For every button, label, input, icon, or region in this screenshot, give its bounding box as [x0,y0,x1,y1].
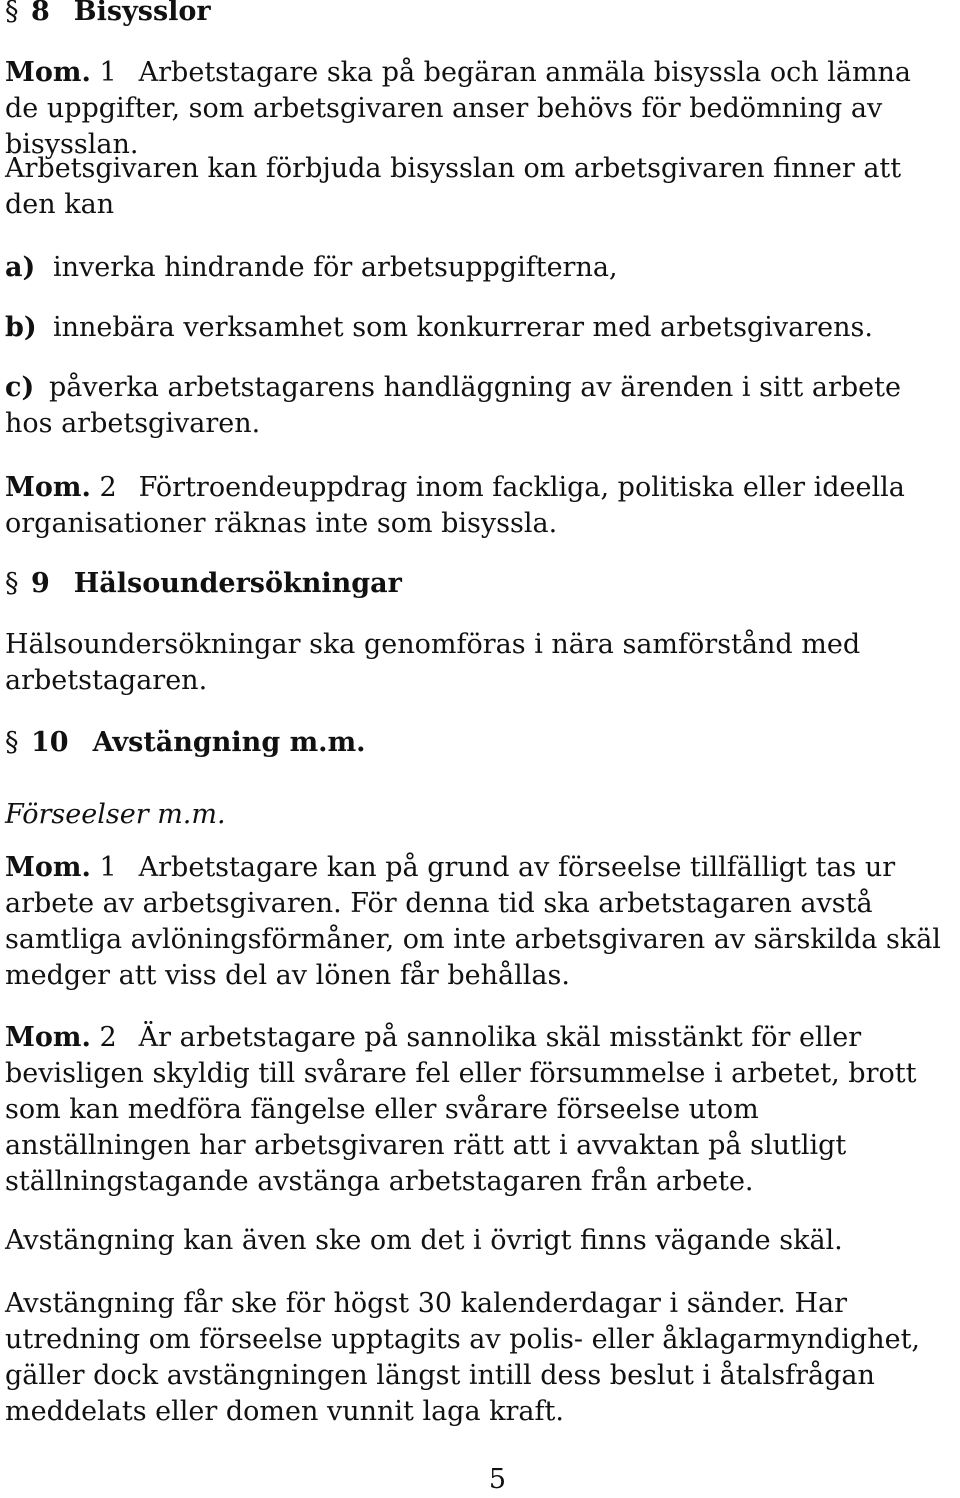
section-heading-10 [5,725,366,761]
mom-text: Förtroendeuppdrag inom fackliga, politiska eller ideella organisationer räknas inte som bisyssla. [5,472,905,539]
section-symbol: § [5,0,19,27]
item-label: b) [5,312,37,343]
mom-number: 1 [99,852,117,883]
s8-mom2-paragraph [5,470,950,542]
mom-label: Mom. [5,472,91,503]
section-title: Avstängning m.m. [92,727,366,758]
s10-subheading: Förseelser m.m. [5,799,226,830]
mom-number: 2 [99,1022,117,1053]
s9-paragraph: Hälsoundersökningar ska genomföras i nära samförstånd med arbetstagaren. [5,629,861,696]
section-title: Hälsoundersökningar [73,568,402,599]
mom-number: 1 [99,57,117,88]
mom-number: 2 [99,472,117,503]
s10-mom2-paragraph [5,1020,950,1200]
s8-mom1-paragraph [5,55,950,163]
s10-paragraph-3: Avstängning får ske för högst 30 kalenderdagar i sänder. Har utredning om förseelse upptagits av polis- eller åklagarmyndighet, gäller dock avstängningen längst intill dess beslut i åtalsfrågan meddelats eller domen vunnit laga kraft. [5,1288,921,1427]
list-item-c [5,370,950,442]
s8-intro-paragraph: Arbetsgivaren kan förbjuda bisysslan om arbetsgivaren finner att den kan [5,153,902,220]
list-item-a [5,250,950,286]
section-symbol: § [5,568,19,599]
s10-mom1-paragraph [5,850,950,994]
mom-text: Arbetstagare kan på grund av förseelse tillfälligt tas ur arbete av arbetsgivaren. För denna tid ska arbetstagaren avstå samtliga avlöningsförmåner, om inte arbetsgivaren av särskilda skäl medger att viss del av lönen får behållas. [5,852,941,991]
section-symbol: § [5,727,19,758]
section-heading-9 [5,566,402,602]
s10-paragraph-2: Avstängning kan även ske om det i övrigt finns vägande skäl. [5,1225,843,1256]
mom-label: Mom. [5,1022,91,1053]
section-number: 10 [31,727,69,758]
mom-label: Mom. [5,57,91,88]
mom-label: Mom. [5,852,91,883]
section-number: 9 [31,568,50,599]
mom-text: Arbetstagare ska på begäran anmäla bisyssla och lämna de uppgifter, som arbetsgivaren anser behövs för bedömning av bisysslan. [5,57,912,160]
list-item-b [5,310,950,346]
item-text: påverka arbetstagarens handläggning av ärenden i sitt arbete hos arbetsgivaren. [5,372,901,439]
item-label: c) [5,372,35,403]
page-number: 5 [488,1464,507,1495]
item-text: innebära verksamhet som konkurrerar med arbetsgivarens. [53,312,873,343]
item-label: a) [5,252,36,283]
section-heading-8 [5,0,211,30]
section-number: 8 [31,0,50,27]
section-title: Bisysslor [73,0,211,27]
item-text: inverka hindrande för arbetsuppgifterna, [53,252,618,283]
mom-text: Är arbetstagare på sannolika skäl misstänkt för eller bevisligen skyldig till svårare fel eller försummelse i arbetet, brott som kan medföra fängelse eller svårare förseelse utom anställningen har arbetsgivaren rätt att i avvaktan på slutligt ställningstagande avstänga arbetstagaren från arbete. [5,1022,917,1197]
